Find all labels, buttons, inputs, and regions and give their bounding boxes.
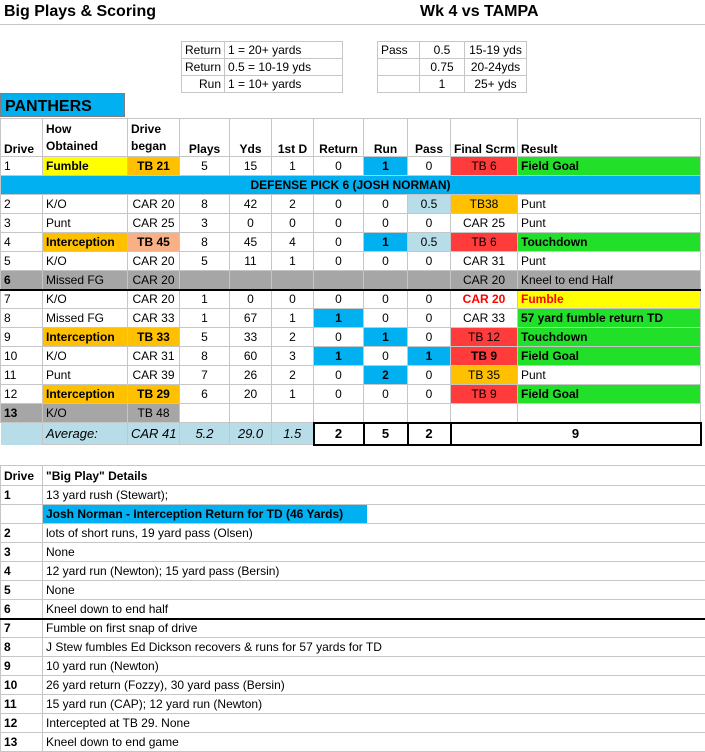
- first-downs: 1: [272, 157, 314, 176]
- details-row: [1, 524, 705, 543]
- col-pass: Pass: [408, 119, 451, 157]
- details-row: [1, 657, 705, 676]
- total-return: 2: [314, 423, 364, 445]
- details-row: [1, 486, 705, 505]
- return: 0: [314, 157, 364, 176]
- table-row: [1, 252, 701, 271]
- drive-num: 12: [1, 385, 43, 404]
- return: [314, 271, 364, 290]
- drive-began: TB 21: [128, 157, 180, 176]
- details-drive: 8: [1, 638, 43, 657]
- began-line-2: began: [131, 139, 166, 153]
- first-downs: 3: [272, 347, 314, 366]
- yds: 15: [230, 157, 272, 176]
- details-table: [0, 465, 705, 752]
- return: 0: [314, 366, 364, 385]
- details-drive: 2: [1, 524, 43, 543]
- return: 0: [314, 252, 364, 271]
- drive-began: TB 45: [128, 233, 180, 252]
- key-pass-desc: 25+ yds: [465, 76, 527, 93]
- details-desc: None: [43, 543, 705, 562]
- table-row: [1, 214, 701, 233]
- return: 0: [314, 290, 364, 309]
- how-obtained: Missed FG: [43, 271, 128, 290]
- yds: 0: [230, 214, 272, 233]
- how-obtained: Interception: [43, 385, 128, 404]
- pass: 0.5: [408, 195, 451, 214]
- key-pass-desc: 15-19 yds: [465, 42, 527, 59]
- run: 2: [364, 366, 408, 385]
- table-row: [1, 347, 701, 366]
- result: Touchdown: [518, 233, 701, 252]
- pass: 0: [408, 385, 451, 404]
- yds: 20: [230, 385, 272, 404]
- key-label: Return: [182, 59, 225, 76]
- how-obtained: Interception: [43, 233, 128, 252]
- col-run: Run: [364, 119, 408, 157]
- details-row: [1, 581, 705, 600]
- plays: 7: [180, 366, 230, 385]
- col-first: 1st D: [272, 119, 314, 157]
- first-downs: 2: [272, 195, 314, 214]
- drive-began: CAR 33: [128, 309, 180, 328]
- final-scrimmage: CAR 33: [451, 309, 518, 328]
- pass: 0: [408, 157, 451, 176]
- table-row: [1, 195, 701, 214]
- details-row: [1, 619, 705, 638]
- defense-banner-row: [1, 176, 701, 195]
- result: Touchdown: [518, 328, 701, 347]
- drive-began: CAR 20: [128, 290, 180, 309]
- details-desc: J Stew fumbles Ed Dickson recovers & runs for 57 yards for TD: [43, 638, 705, 657]
- details-col-drive: Drive: [1, 466, 43, 486]
- yds: [230, 404, 272, 423]
- result: [518, 404, 701, 423]
- drive-began: CAR 25: [128, 214, 180, 233]
- average-yds: 29.0: [230, 423, 272, 445]
- pass: 0: [408, 252, 451, 271]
- yds: 0: [230, 290, 272, 309]
- details-drive: 12: [1, 714, 43, 733]
- drive-began: TB 33: [128, 328, 180, 347]
- table-row: [1, 290, 701, 309]
- col-yds: Yds: [230, 119, 272, 157]
- col-how: [43, 119, 128, 157]
- details-row: [1, 638, 705, 657]
- drive-num: 13: [1, 404, 43, 423]
- pass: 1: [408, 347, 451, 366]
- yds: 42: [230, 195, 272, 214]
- drive-began: CAR 20: [128, 271, 180, 290]
- table-row: [1, 328, 701, 347]
- page-title: Big Plays & Scoring: [4, 3, 156, 21]
- final-scrimmage: CAR 20: [451, 271, 518, 290]
- run: 0: [364, 309, 408, 328]
- first-downs: 1: [272, 252, 314, 271]
- col-final: Final Scrm: [451, 119, 518, 157]
- details-desc: lots of short runs, 19 yard pass (Olsen): [43, 524, 705, 543]
- table-row: [1, 366, 701, 385]
- drive-began: CAR 20: [128, 195, 180, 214]
- run: 0: [364, 347, 408, 366]
- how-line-1: How: [46, 122, 71, 136]
- first-downs: 2: [272, 328, 314, 347]
- key-label: Return: [182, 42, 225, 59]
- final-scrimmage: TB38: [451, 195, 518, 214]
- drive-began: TB 48: [128, 404, 180, 423]
- details-drive: 7: [1, 619, 43, 638]
- result: Kneel to end Half: [518, 271, 701, 290]
- result: Punt: [518, 366, 701, 385]
- drive-num: 10: [1, 347, 43, 366]
- drive-began: CAR 20: [128, 252, 180, 271]
- table-row: [1, 309, 701, 328]
- return: 0: [314, 385, 364, 404]
- result: Fumble: [518, 290, 701, 309]
- details-desc: 10 yard run (Newton): [43, 657, 705, 676]
- result: Field Goal: [518, 347, 701, 366]
- plays: [180, 404, 230, 423]
- run: [364, 271, 408, 290]
- drive-num: 6: [1, 271, 43, 290]
- details-row: [1, 562, 705, 581]
- yds: 45: [230, 233, 272, 252]
- how-obtained: Punt: [43, 366, 128, 385]
- table-row: [1, 404, 701, 423]
- drive-num: 9: [1, 328, 43, 347]
- result: Punt: [518, 195, 701, 214]
- average-row: [1, 423, 701, 445]
- final-scrimmage: TB 9: [451, 347, 518, 366]
- plays: 8: [180, 347, 230, 366]
- details-row: [1, 505, 705, 524]
- total-pass: 2: [408, 423, 451, 445]
- how-obtained: K/O: [43, 290, 128, 309]
- first-downs: 4: [272, 233, 314, 252]
- drive-began: CAR 31: [128, 347, 180, 366]
- details-drive: 13: [1, 733, 43, 752]
- first-downs: 1: [272, 309, 314, 328]
- details-desc: 13 yard rush (Stewart);: [43, 486, 705, 505]
- plays: 1: [180, 290, 230, 309]
- return: 0: [314, 214, 364, 233]
- details-row: [1, 733, 705, 752]
- run: 0: [364, 214, 408, 233]
- how-obtained: K/O: [43, 252, 128, 271]
- first-downs: [272, 404, 314, 423]
- table-row: [1, 271, 701, 290]
- average-plays: 5.2: [180, 423, 230, 445]
- return: 1: [314, 347, 364, 366]
- details-row: [1, 543, 705, 562]
- how-obtained: K/O: [43, 404, 128, 423]
- pass: [408, 271, 451, 290]
- defense-td-banner: Josh Norman - Interception Return for TD (46 Yards): [43, 505, 367, 523]
- how-obtained: Punt: [43, 214, 128, 233]
- began-line-1: Drive: [131, 122, 161, 136]
- final-scrimmage: TB 9: [451, 385, 518, 404]
- key-pass-val: 0.5: [420, 42, 465, 59]
- drive-num: 1: [1, 157, 43, 176]
- key-desc: 0.5 = 10-19 yds: [225, 59, 343, 76]
- pass: 0: [408, 328, 451, 347]
- final-scrimmage: CAR 20: [451, 290, 518, 309]
- yds: [230, 271, 272, 290]
- key-desc: 1 = 10+ yards: [225, 76, 343, 93]
- key-pass-val: 1: [420, 76, 465, 93]
- final-scrimmage: [451, 404, 518, 423]
- col-return: Return: [314, 119, 364, 157]
- plays: 5: [180, 252, 230, 271]
- drive-num: 5: [1, 252, 43, 271]
- final-scrimmage: TB 12: [451, 328, 518, 347]
- run: [364, 404, 408, 423]
- key-pass-label: Pass: [378, 42, 420, 59]
- details-desc: Intercepted at TB 29. None: [43, 714, 705, 733]
- details-desc: None: [43, 581, 705, 600]
- col-began: [128, 119, 180, 157]
- pass: 0: [408, 309, 451, 328]
- result: 57 yard fumble return TD: [518, 309, 701, 328]
- run: 0: [364, 385, 408, 404]
- defense-banner: DEFENSE PICK 6 (JOSH NORMAN): [1, 176, 701, 195]
- average-label: Average:: [43, 423, 128, 445]
- drive-began: CAR 39: [128, 366, 180, 385]
- run: 0: [364, 195, 408, 214]
- key-run-table: [181, 41, 343, 93]
- how-obtained: Missed FG: [43, 309, 128, 328]
- run: 0: [364, 252, 408, 271]
- yds: 67: [230, 309, 272, 328]
- how-obtained: K/O: [43, 347, 128, 366]
- run: 0: [364, 290, 408, 309]
- plays: 8: [180, 233, 230, 252]
- pass: 0: [408, 214, 451, 233]
- plays: 5: [180, 157, 230, 176]
- details-row: [1, 714, 705, 733]
- details-row: [1, 676, 705, 695]
- table-row: [1, 385, 701, 404]
- final-scrimmage: CAR 31: [451, 252, 518, 271]
- col-drive: Drive: [1, 119, 43, 157]
- key-desc: 1 = 20+ yards: [225, 42, 343, 59]
- total-run: 5: [364, 423, 408, 445]
- run: 1: [364, 233, 408, 252]
- details-row: [1, 600, 705, 619]
- first-downs: [272, 271, 314, 290]
- plays: 5: [180, 328, 230, 347]
- average-began: CAR 41: [128, 423, 180, 445]
- plays: [180, 271, 230, 290]
- drives-table: [0, 118, 702, 446]
- drive-began: TB 29: [128, 385, 180, 404]
- details-desc: [43, 505, 705, 524]
- run: 1: [364, 157, 408, 176]
- yds: 33: [230, 328, 272, 347]
- details-desc: Fumble on first snap of drive: [43, 619, 705, 638]
- details-col-desc: "Big Play" Details: [43, 466, 705, 486]
- details-desc: Kneel down to end game: [43, 733, 705, 752]
- pass: 0: [408, 366, 451, 385]
- how-obtained: Fumble: [43, 157, 128, 176]
- details-drive: 10: [1, 676, 43, 695]
- run: 1: [364, 328, 408, 347]
- details-desc: 15 yard run (CAP); 12 yard run (Newton): [43, 695, 705, 714]
- result: Field Goal: [518, 157, 701, 176]
- details-drive: 4: [1, 562, 43, 581]
- pass: 0.5: [408, 233, 451, 252]
- first-downs: 0: [272, 290, 314, 309]
- final-scrimmage: CAR 25: [451, 214, 518, 233]
- details-row: [1, 695, 705, 714]
- how-obtained: K/O: [43, 195, 128, 214]
- return: 0: [314, 328, 364, 347]
- final-scrimmage: TB 35: [451, 366, 518, 385]
- plays: 6: [180, 385, 230, 404]
- week-label: Wk 4 vs TAMPA: [420, 3, 539, 21]
- details-drive: 1: [1, 486, 43, 505]
- how-obtained: Interception: [43, 328, 128, 347]
- yds: 26: [230, 366, 272, 385]
- yds: 11: [230, 252, 272, 271]
- table-row: [1, 233, 701, 252]
- details-drive: 9: [1, 657, 43, 676]
- drive-num: 4: [1, 233, 43, 252]
- average-first: 1.5: [272, 423, 314, 445]
- key-label: Run: [182, 76, 225, 93]
- plays: 1: [180, 309, 230, 328]
- details-drive: 5: [1, 581, 43, 600]
- details-drive: 3: [1, 543, 43, 562]
- details-drive: 11: [1, 695, 43, 714]
- details-drive: [1, 505, 43, 524]
- result: Punt: [518, 252, 701, 271]
- return: [314, 404, 364, 423]
- return: 1: [314, 309, 364, 328]
- key-pass-val: 0.75: [420, 59, 465, 76]
- col-plays: Plays: [180, 119, 230, 157]
- drive-num: 3: [1, 214, 43, 233]
- details-desc: Kneel down to end half: [43, 600, 705, 619]
- first-downs: 1: [272, 385, 314, 404]
- details-drive: 6: [1, 600, 43, 619]
- drive-num: 2: [1, 195, 43, 214]
- how-line-2: Obtained: [46, 139, 98, 153]
- result: Field Goal: [518, 385, 701, 404]
- table-row: [1, 157, 701, 176]
- key-pass-desc: 20-24yds: [465, 59, 527, 76]
- final-scrimmage: TB 6: [451, 157, 518, 176]
- plays: 3: [180, 214, 230, 233]
- result: Punt: [518, 214, 701, 233]
- drive-num: 11: [1, 366, 43, 385]
- plays: 8: [180, 195, 230, 214]
- first-downs: 2: [272, 366, 314, 385]
- yds: 60: [230, 347, 272, 366]
- total-points: 9: [451, 423, 701, 445]
- pass: [408, 404, 451, 423]
- table-header-row: [1, 119, 701, 157]
- drive-num: 8: [1, 309, 43, 328]
- col-result: Result: [518, 119, 701, 157]
- final-scrimmage: TB 6: [451, 233, 518, 252]
- return: 0: [314, 233, 364, 252]
- first-downs: 0: [272, 214, 314, 233]
- drive-num: 7: [1, 290, 43, 309]
- team-header: PANTHERS: [0, 93, 125, 117]
- details-desc: 26 yard return (Fozzy), 30 yard pass (Bersin): [43, 676, 705, 695]
- details-desc: 12 yard run (Newton); 15 yard pass (Bersin): [43, 562, 705, 581]
- return: 0: [314, 195, 364, 214]
- pass: 0: [408, 290, 451, 309]
- details-header-row: [1, 466, 705, 486]
- key-pass-table: [377, 41, 527, 93]
